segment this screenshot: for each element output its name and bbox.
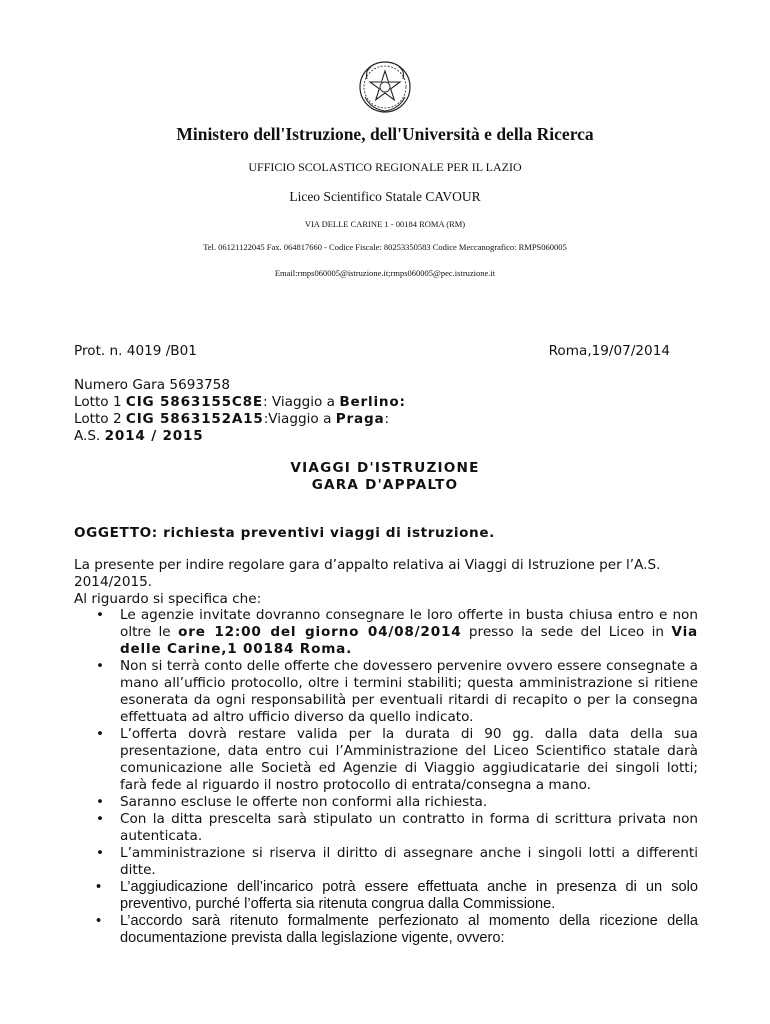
bullet-icon: • — [96, 913, 102, 929]
school-contacts: Tel. 06121122045 Fax. 064817660 - Codice Fiscale: 80253350583 Codice Meccanografico: RMPS060005 — [203, 242, 567, 252]
list-item-text: L’accordo sarà ritenuto formalmente perfezionato al momento della ricezione della documentazione prevista dalla legislazione vigente, ovvero: — [120, 913, 698, 946]
lotto-1-prefix: Lotto 1 — [74, 394, 126, 410]
lotto-1-cig: CIG 5863155C8E — [125, 394, 263, 410]
list-item-text: L’offerta dovrà restare valida per la durata di 90 gg. dalla data della sua presentazione, data entro cui l’Amministrazione del Liceo Scientifico statale darà comunicazione alle Società ed Agenzie di Viaggio aggiudicatarie dei singoli lotti; farà fede al riguardo il nostro protocollo di entrata/consegna a mano. — [120, 726, 698, 793]
list-item — [74, 845, 698, 879]
list-item-text: Con la ditta prescelta sarà stipulato un contratto in forma di scrittura privata non autenticata. — [120, 811, 698, 844]
list-item-text: L’aggiudicazione dell’incarico potrà essere effettuata anche in presenza di un solo preventivo, purché l’offerta sia ritenuta congrua dalla Commissione. — [120, 879, 698, 912]
bullet-icon: • — [96, 879, 102, 895]
document-title-line-1: VIAGGI D'ISTRUZIONE — [290, 460, 480, 476]
lotto-1 — [74, 394, 406, 410]
regional-office: UFFICIO SCOLASTICO REGIONALE PER IL LAZIO — [248, 160, 522, 174]
list-item — [74, 811, 698, 845]
italian-republic-emblem-icon — [357, 59, 413, 115]
school-name: Liceo Scientifico Statale CAVOUR — [289, 189, 481, 204]
bullet-icon: • — [96, 726, 105, 742]
lotto-2-destination: Praga — [335, 411, 385, 427]
bullet-icon: • — [96, 794, 105, 810]
list-item — [74, 913, 698, 947]
document-title-line-2: GARA D'APPALTO — [311, 477, 459, 493]
bullet-icon: • — [96, 845, 105, 861]
document-date: Roma,19/07/2014 — [548, 343, 670, 359]
lotto-2 — [74, 411, 389, 427]
anno-scolastico-year: 2014 / 2015 — [104, 428, 204, 444]
bullet-icon: • — [96, 607, 105, 623]
intro-paragraph: La presente per indire regolare gara d’appalto relativa ai Viaggi di Istruzione per l’A.S. 2014/2015. — [74, 557, 661, 590]
lotto-1-mid: : Viaggio a — [262, 394, 340, 410]
lotto-2-end: : — [384, 411, 390, 427]
bullet-icon: • — [96, 658, 105, 674]
protocol-number: Prot. n. 4019 /B01 — [74, 343, 197, 359]
gara-number: Numero Gara 5693758 — [74, 377, 230, 393]
anno-scolastico — [74, 428, 204, 444]
lotto-2-cig: CIG 5863152A15 — [125, 411, 264, 427]
bullet-icon: • — [96, 811, 105, 827]
list-item — [74, 879, 698, 913]
list-item — [74, 607, 698, 658]
list-item-text: Le agenzie invitate dovranno consegnare le loro offerte in busta chiusa entro e non oltre le — [120, 607, 698, 640]
anno-scolastico-prefix: A.S. — [74, 428, 105, 444]
list-item-text: presso la sede del Liceo in — [461, 624, 672, 640]
list-item-text: Non si terrà conto delle offerte che dovessero pervenire ovvero essere consegnate a mano all’ufficio protocollo, oltre i termini stabiliti; questa amministrazione si ritiene esonerata da ogni responsabilità per eventuali ritardi di recapito o per la consegna effettuata ad altro ufficio diverso da quello indicato. — [120, 658, 698, 725]
ministry-title: Ministero dell'Istruzione, dell'Università e della Ricerca — [176, 124, 594, 144]
intro-lead: Al riguardo si specifica che: — [74, 591, 262, 607]
delivery-address: Via delle Carine,1 00184 Roma. — [120, 624, 698, 657]
lotto-1-destination: Berlino: — [339, 394, 406, 410]
lotto-2-prefix: Lotto 2 — [74, 411, 126, 427]
list-item — [74, 658, 698, 726]
list-item — [74, 726, 698, 794]
list-item-text: Saranno escluse le offerte non conformi alla richiesta. — [120, 794, 488, 810]
deadline-text: ore 12:00 del giorno 04/08/2014 — [178, 624, 462, 640]
school-email: Email:rmps060005@istruzione.it;rmps060005@pec.istruzione.it — [274, 268, 496, 278]
list-item — [74, 794, 698, 811]
lotto-2-mid: :Viaggio a — [263, 411, 336, 427]
conditions-list — [74, 607, 698, 947]
subject-line: OGGETTO: richiesta preventivi viaggi di istruzione. — [74, 525, 495, 541]
school-address: VIA DELLE CARINE 1 - 00184 ROMA (RM) — [304, 219, 466, 229]
list-item-text: L’amministrazione si riserva il diritto di assegnare anche i singoli lotti a differenti ditte. — [120, 845, 698, 878]
